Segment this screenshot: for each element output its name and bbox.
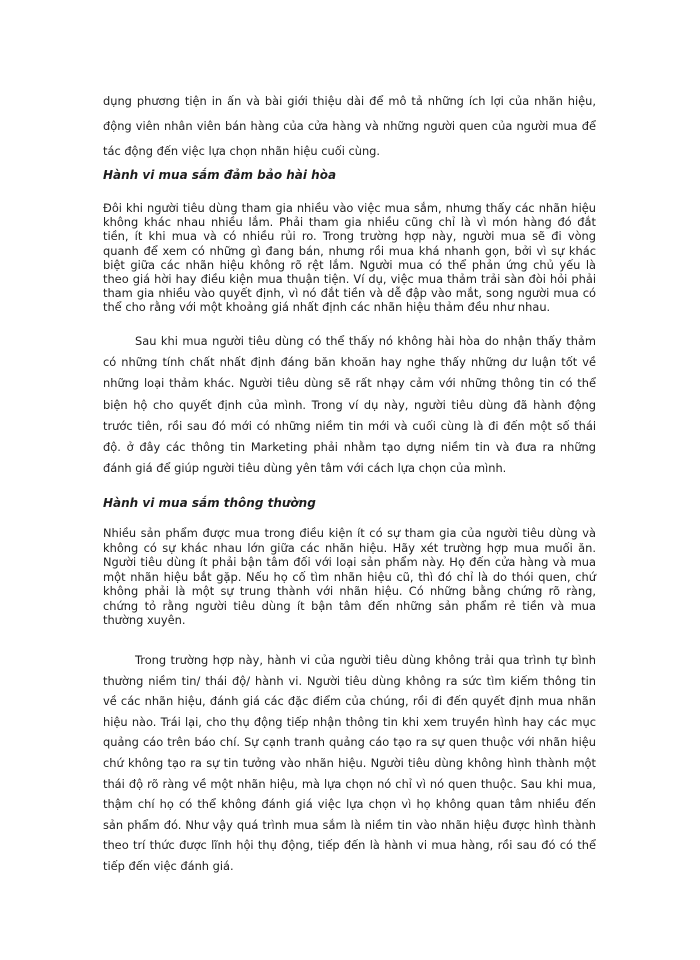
text-line: Người tiêu dùng ít phải bận tâm đối với loại sản phẩm này. Họ đến cửa hàng và mua	[103, 555, 596, 569]
text-line: thường niềm tin/ thái độ/ hành vi. Người tiêu dùng không ra sức tìm kiếm thông tin	[103, 673, 596, 688]
text-line: không phải là một sự trung thành với nhãn hiệu. Có những bằng chứng rõ ràng,	[103, 584, 596, 598]
text-line: không có sự khác nhau lớn giữa các nhãn hiệu. Hãy xét trường hợp mua muối ăn.	[103, 540, 596, 555]
text-line: động viên nhân viên bán hàng của cửa hàng và những người quen của người mua để	[103, 119, 596, 133]
text-line: Nhiều sản phẩm được mua trong điều kiện ít có sự tham gia của người tiêu dùng và	[103, 526, 596, 540]
text-line: biện hộ cho quyết định của mình. Trong ví dụ này, người tiêu dùng đã hành động	[103, 397, 596, 412]
text-line: chứng tỏ rằng người tiêu dùng ít bận tâm đến những sản phẩm rẻ tiền và mua	[103, 598, 596, 613]
text-line: thường xuyên.	[103, 613, 186, 627]
text-line: hiệu nào. Trái lại, cho thụ động tiếp nhận thông tin khi xem truyền hình hay các mục	[103, 714, 596, 729]
text-line: những loại thảm khác. Người tiêu dùng sẽ rất nhạy cảm với những thông tin có thể	[103, 376, 596, 391]
text-line: một nhãn hiệu bắt gặp. Nếu họ cố tìm nhãn hiệu cũ, thì đó chỉ là do thói quen, chứ	[103, 569, 596, 584]
text-line: trước tiên, rồi sau đó mới có những niềm tin mới và cuối cùng là đi đến một số thái	[103, 418, 596, 433]
text-line: thái độ rõ ràng về một nhãn hiệu, mà lựa chọn nó chỉ vì nó quen thuộc. Sau khi mua,	[103, 776, 596, 791]
text-line: dụng phương tiện in ấn và bài giới thiệu dài để mô tả những ích lợi của nhãn hiệu,	[103, 94, 596, 108]
text-line: tiếp đến việc đánh giá.	[103, 858, 234, 873]
text-line: tác động đến việc lựa chọn nhãn hiệu cuối cùng.	[103, 144, 381, 158]
text-line: sản phẩm đó. Như vậy quá trình mua sắm là niềm tin vào nhãn hiệu được hình thành	[103, 817, 596, 832]
text-line: theo trí thức được lĩnh hội thụ động, tiếp đến là hành vi mua hàng, rồi sau đó có thể	[103, 838, 596, 853]
text-line: không khác nhau nhiều lắm. Phải tham gia nhiều cũng chỉ là vì món hàng đó đắt	[103, 215, 596, 230]
text-line: Trong trường hợp này, hành vi của người tiêu dùng không trải qua trình tự bình	[135, 653, 596, 667]
text-line: quanh để xem có những gì đang bán, nhưng rồi mua khá nhanh gọn, bởi vì sự khác	[103, 243, 596, 258]
paragraph-post-purchase	[103, 331, 596, 479]
text-line: có những tính chất nhất định đáng băn khoăn hay nghe thấy những dư luận tốt về	[103, 355, 596, 370]
paragraph-habitual-process	[103, 650, 596, 877]
text-line: về các nhãn hiệu, đánh giá các đặc điểm của chúng, rồi đi đến quyết định mua nhãn	[103, 694, 596, 709]
text-line: thậm chí họ có thể không đánh giá việc lựa chọn vì họ không quan tâm nhiều đến	[103, 797, 596, 812]
paragraph-habitual-intro	[103, 526, 596, 628]
text-line: thể cho rằng với một khoảng giá nhất định các nhãn hiệu thảm đều như nhau.	[103, 300, 551, 315]
heading-habitual-buying: Hành vi mua sắm thông thường	[103, 496, 316, 510]
text-line: tham gia nhiều vào quyết định, vì nó đắt tiền và dễ đập vào mắt, song người mua có	[103, 286, 596, 301]
text-line: theo giá hời hay điều kiện mua thuận tiện. Ví dụ, việc mua thảm trải sàn đòi hỏi phải	[103, 272, 596, 287]
text-line: độ. ở đây các thông tin Marketing phải nhằm tạo dựng niềm tin và đưa ra những	[103, 440, 596, 455]
text-line: chứ không tạo ra sự tin tưởng vào nhãn hiệu. Người tiêu dùng không hình thành một	[103, 755, 596, 770]
paragraph-harmony-intro	[103, 201, 596, 315]
heading-harmony-buying: Hành vi mua sắm đảm bảo hài hòa	[103, 168, 337, 182]
text-line: tiền, ít khi mua và có nhiều rủi ro. Trong trường hợp này, người mua sẽ đi vòng	[103, 229, 596, 244]
text-line: Sau khi mua người tiêu dùng có thể thấy nó không hài hòa do nhận thấy thảm	[135, 334, 596, 348]
paragraph-brand-promotion	[103, 89, 596, 164]
text-line: biệt giữa các nhãn hiệu không rõ rệt lắm. Người mua có thể phản ứng chủ yếu là	[103, 257, 596, 272]
text-line: Đôi khi người tiêu dùng tham gia nhiều vào việc mua sắm, nhưng thấy các nhãn hiệu	[103, 201, 596, 215]
text-line: quảng cáo trên báo chí. Sự cạnh tranh quảng cáo tạo ra sự quen thuộc với nhãn hiệu	[103, 735, 596, 750]
text-line: đánh giá để giúp người tiêu dùng yên tâm với cách lựa chọn của mình.	[103, 461, 507, 476]
